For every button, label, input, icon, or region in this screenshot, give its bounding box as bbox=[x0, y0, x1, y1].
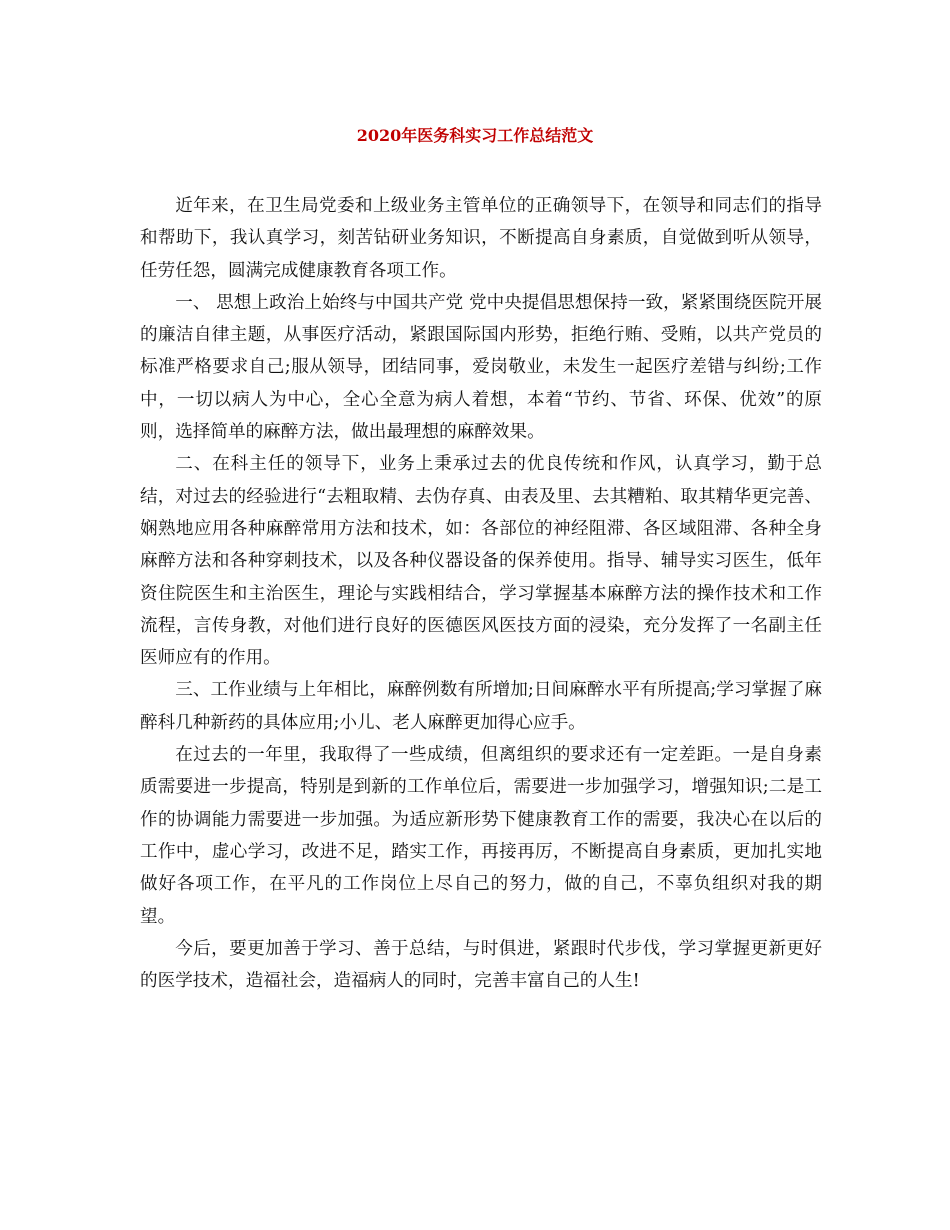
paragraph-professional: 二、在科主任的领导下，业务上秉承过去的优良传统和作风，认真学习，勤于总结，对过去的经验进行“去粗取精、去伪存真、由表及里、去其糟粕、取其精华更完善、娴熟地应用各种麻醉常用方法和技术，如：各部位的神经阻滞、各区域阻滞、各种全身麻醉方法和各种穿刺技术，以及各种仪器设备的保养使用。指导、辅导实习医生，低年资住院医生和主治医生，理论与实践相结合，学习掌握基本麻醉方法的操作技术和工作流程，言传身教，对他们进行良好的医德医风医技方面的浸染，充分发挥了一名副主任医师应有的作用。 bbox=[140, 454, 822, 669]
paragraph-performance: 三、工作业绩与上年相比，麻醉例数有所增加;日间麻醉水平有所提高;学习掌握了麻醉科几种新药的具体应用;小儿、老人麻醉更加得心应手。 bbox=[140, 680, 822, 733]
document-body bbox=[140, 190, 822, 997]
paragraph-outlook: 今后，要更加善于学习、善于总结，与时俱进，紧跟时代步伐，学习掌握更新更好的医学技术，造福社会，造福病人的同时，完善丰富自己的人生! bbox=[140, 938, 822, 992]
paragraph-shortcomings: 在过去的一年里，我取得了一些成绩，但离组织的要求还有一定差距。一是自身素质需要进一步提高，特别是到新的工作单位后，需要进一步加强学习，增强知识;二是工作的协调能力需要进一步加强。为适应新形势下健康教育工作的需要，我决心在以后的工作中，虚心学习，改进不足，踏实工作，再接再厉，不断提高自身素质，更加扎实地做好各项工作，在平凡的工作岗位上尽自己的努力，做的自己，不辜负组织对我的期望。 bbox=[140, 745, 822, 927]
document-title: 2020年医务科实习工作总结范文 bbox=[356, 126, 594, 145]
paragraph-intro: 近年来，在卫生局党委和上级业务主管单位的正确领导下，在领导和同志们的指导和帮助下，我认真学习，刻苦钻研业务知识，不断提高自身素质，自觉做到听从领导，任劳任怨，圆满完成健康教育各项工作。 bbox=[140, 196, 822, 281]
paragraph-political: 一、 思想上政治上始终与中国共产党 党中央提倡思想保持一致，紧紧围绕医院开展的廉洁自律主题，从事医疗活动，紧跟国际国内形势，拒绝行贿、受贿，以共产党员的标准严格要求自己;服从领导，团结同事，爱岗敬业，未发生一起医疗差错与纠纷;工作中，一切以病人为中心，全心全意为病人着想，本着“节约、节省、环保、优效”的原则，选择简单的麻醉方法，做出最理想的麻醉效果。 bbox=[140, 292, 822, 443]
